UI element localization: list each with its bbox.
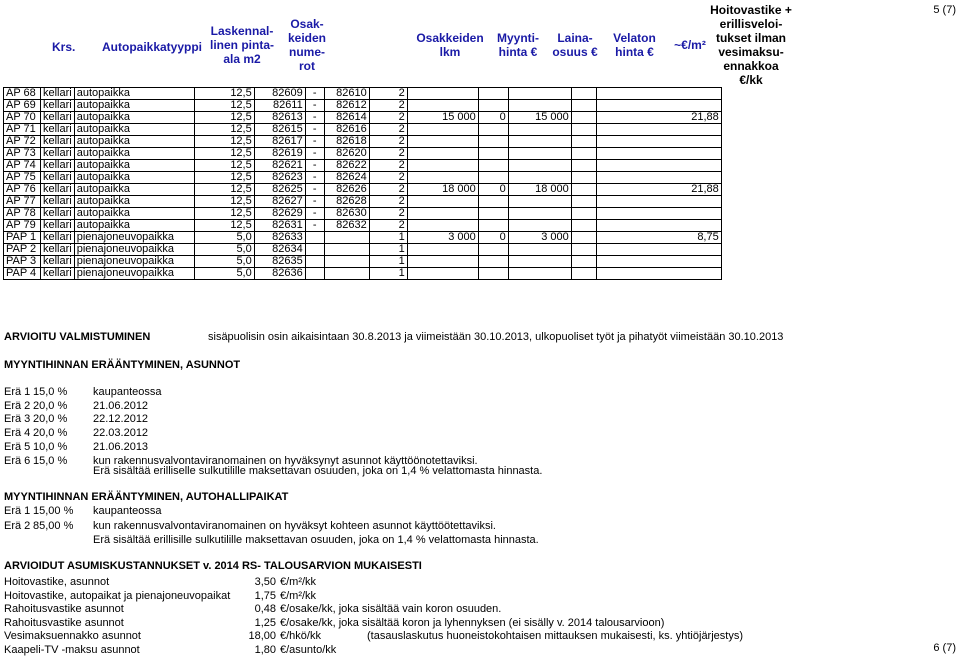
kustannus-unit: €/asunto/kk [280, 643, 337, 656]
cell-o1: 82633 [254, 232, 305, 244]
cell-ala: 12,5 [194, 220, 254, 232]
cell-myynti [407, 172, 478, 184]
era-desc: kaupanteossa [93, 386, 162, 398]
table-row [4, 100, 722, 112]
cell-kerros: kellari [41, 100, 75, 112]
cell-o1: 82613 [254, 112, 305, 124]
cell-lkm: 2 [369, 148, 407, 160]
cell-laina: 0 [478, 184, 508, 196]
cell-krs: AP 68 [4, 88, 41, 100]
cell-dash: - [305, 100, 324, 112]
cell-kerros: kellari [41, 136, 75, 148]
cell-tyyppi: autopaikka [74, 148, 194, 160]
table-row [4, 124, 722, 136]
cell-myynti [407, 124, 478, 136]
cell-tyyppi: pienajoneuvopaikka [74, 232, 194, 244]
cell-lkm: 1 [369, 256, 407, 268]
cell-tyyppi: pienajoneuvopaikka [74, 244, 194, 256]
cell-velaton [508, 208, 571, 220]
cell-per [571, 256, 596, 268]
cell-tyyppi: autopaikka [74, 112, 194, 124]
cell-myynti: 18 000 [407, 184, 478, 196]
cell-ala: 12,5 [194, 196, 254, 208]
era-desc: kaupanteossa [93, 505, 162, 517]
cell-lkm: 2 [369, 196, 407, 208]
cell-per [571, 184, 596, 196]
cell-velaton [508, 172, 571, 184]
era-desc: 22.03.2012 [93, 427, 149, 440]
erat-asunnot-title: MYYNTIHINNAN ERÄÄNTYMINEN, ASUNNOT [4, 359, 241, 371]
era-era: Erä 5 [4, 440, 31, 453]
cell-myynti [407, 208, 478, 220]
cell-myynti: 15 000 [407, 112, 478, 124]
kustannus-unit: €/osake/kk, joka sisältää vain koron osuuden. [280, 603, 502, 615]
erat-autohalli-title: MYYNTIHINNAN ERÄÄNTYMINEN, AUTOHALLIPAIKAT [4, 491, 289, 503]
kustannus-value: 3,50 [254, 576, 276, 588]
cell-o1: 82631 [254, 220, 305, 232]
cell-lkm: 1 [369, 244, 407, 256]
cell-lkm: 2 [369, 100, 407, 112]
kustannus-label: Vesimaksuennakko asunnot [4, 630, 141, 642]
era-era: Erä 1 [4, 505, 31, 517]
cell-ala: 5,0 [194, 268, 254, 280]
kustannukset-title: ARVIOIDUT ASUMISKUSTANNUKSET v. 2014 RS- TALOUSARVION MUKAISESTI [4, 560, 422, 572]
header-autopaikkatyyppi: Autopaikkatyyppi [102, 40, 203, 54]
era-pct: 10,0 % [33, 440, 68, 453]
era-pct: 15,0 % [33, 386, 68, 398]
cell-krs: AP 78 [4, 208, 41, 220]
kustannus-unit: €/m²/kk [280, 576, 317, 588]
cell-dash [305, 244, 324, 256]
cell-o1: 82635 [254, 256, 305, 268]
cell-laina [478, 244, 508, 256]
cell-lkm: 2 [369, 124, 407, 136]
cell-laina [478, 172, 508, 184]
cell-lkm: 2 [369, 88, 407, 100]
cell-o1: 82623 [254, 172, 305, 184]
cell-laina: 0 [478, 112, 508, 124]
cell-velaton [508, 220, 571, 232]
cell-myynti [407, 268, 478, 280]
cell-tyyppi: pienajoneuvopaikka [74, 268, 194, 280]
cell-hoito [596, 244, 721, 256]
cell-hoito [596, 124, 721, 136]
cell-per [571, 208, 596, 220]
erat-autohalli-note: Erä sisältää erillisille sulkutilille maksettavan osuuden, joka on 1,4 % velattomasta hinnasta. [93, 534, 539, 546]
table-row [4, 220, 722, 232]
cell-per [571, 244, 596, 256]
cell-o2: 82632 [324, 220, 369, 232]
cell-o2: 82612 [324, 100, 369, 112]
cell-tyyppi: autopaikka [74, 124, 194, 136]
kustannus-value: 1,80 [254, 643, 276, 656]
cell-myynti [407, 136, 478, 148]
header-per-m2: ~€/m² [674, 38, 706, 52]
table-row [4, 268, 722, 280]
table-row [4, 256, 722, 268]
era-desc: 21.06.2012 [93, 399, 149, 412]
page-number-bottom: 6 (7) [933, 642, 956, 654]
cell-lkm: 2 [369, 220, 407, 232]
cell-dash: - [305, 196, 324, 208]
cell-myynti [407, 244, 478, 256]
kustannus-value: 1,25 [254, 616, 276, 629]
cell-dash: - [305, 208, 324, 220]
cell-krs: AP 76 [4, 184, 41, 196]
cell-tyyppi: autopaikka [74, 220, 194, 232]
cell-ala: 12,5 [194, 160, 254, 172]
cell-hoito [596, 208, 721, 220]
cell-myynti [407, 196, 478, 208]
cell-laina [478, 100, 508, 112]
era-desc: kun rakennusvalvontaviranomainen on hyväksynyt asunnot käyttöönotettaviksi. [93, 454, 478, 467]
cell-kerros: kellari [41, 244, 75, 256]
cell-kerros: kellari [41, 256, 75, 268]
cell-kerros: kellari [41, 112, 75, 124]
cell-hoito [596, 172, 721, 184]
cell-ala: 5,0 [194, 256, 254, 268]
table-row [4, 112, 722, 124]
table-row [4, 136, 722, 148]
kustannus-label: Rahoitusvastike asunnot [4, 603, 124, 615]
cell-o1: 82611 [254, 100, 305, 112]
cell-dash: - [305, 88, 324, 100]
cell-per [571, 172, 596, 184]
cell-per [571, 220, 596, 232]
cell-dash: - [305, 172, 324, 184]
cell-krs: AP 79 [4, 220, 41, 232]
cell-o2: 82616 [324, 124, 369, 136]
cell-velaton: 18 000 [508, 184, 571, 196]
cell-myynti [407, 256, 478, 268]
cell-o2: 82626 [324, 184, 369, 196]
cell-laina: 0 [478, 232, 508, 244]
cell-dash [305, 256, 324, 268]
kustannus-value: 0,48 [254, 603, 276, 615]
cell-hoito [596, 160, 721, 172]
era-pct: 20,0 % [33, 413, 68, 426]
cell-krs: AP 77 [4, 196, 41, 208]
header-myyntihinta: Myynti- hinta € [497, 31, 539, 59]
cell-kerros: kellari [41, 172, 75, 184]
kustannus-unit: €/osake/kk, joka sisältää koron ja lyhennyksen (ei sisälly v. 2014 talousarvioon) [280, 616, 665, 629]
cell-dash [305, 232, 324, 244]
cell-kerros: kellari [41, 208, 75, 220]
cell-o2 [324, 232, 369, 244]
cell-lkm: 2 [369, 172, 407, 184]
cell-myynti [407, 160, 478, 172]
cell-lkm: 1 [369, 268, 407, 280]
kustannus-value: 18,00 [248, 630, 276, 642]
cell-hoito [596, 136, 721, 148]
table-row [4, 160, 722, 172]
cell-krs: PAP 4 [4, 268, 41, 280]
cell-dash: - [305, 112, 324, 124]
cell-o1: 82615 [254, 124, 305, 136]
cell-ala: 12,5 [194, 208, 254, 220]
era-era: Erä 1 [4, 386, 31, 398]
cell-lkm: 2 [369, 160, 407, 172]
cell-ala: 5,0 [194, 232, 254, 244]
cell-dash: - [305, 220, 324, 232]
cell-hoito [596, 256, 721, 268]
cell-hoito [596, 148, 721, 160]
cell-per [571, 268, 596, 280]
cell-o2: 82628 [324, 196, 369, 208]
cell-myynti [407, 220, 478, 232]
cell-velaton [508, 100, 571, 112]
valmistuminen-title: ARVIOITU VALMISTUMINEN [4, 331, 151, 343]
cell-per [571, 112, 596, 124]
era-pct: 15,00 % [33, 505, 74, 517]
cell-hoito [596, 268, 721, 280]
cell-myynti [407, 148, 478, 160]
cell-o2 [324, 268, 369, 280]
cell-hoito [596, 100, 721, 112]
cell-kerros: kellari [41, 124, 75, 136]
cell-tyyppi: autopaikka [74, 160, 194, 172]
cell-laina [478, 160, 508, 172]
era-pct: 15,0 % [33, 454, 68, 467]
cell-o1: 82625 [254, 184, 305, 196]
cell-velaton: 3 000 [508, 232, 571, 244]
cell-o1: 82636 [254, 268, 305, 280]
cell-per [571, 124, 596, 136]
table-row [4, 196, 722, 208]
cell-hoito [596, 196, 721, 208]
cell-laina [478, 208, 508, 220]
kustannus-note: (tasauslaskutus huoneistokohtaisen mittauksen mukaisesti, ks. yhtiöjärjestys) [367, 630, 744, 642]
kustannus-unit: €/hkö/kk [280, 630, 321, 642]
cell-o1: 82634 [254, 244, 305, 256]
cell-lkm: 2 [369, 136, 407, 148]
cell-velaton [508, 256, 571, 268]
cell-tyyppi: autopaikka [74, 136, 194, 148]
cell-per [571, 160, 596, 172]
cell-o2 [324, 256, 369, 268]
kustannus-label: Rahoitusvastike asunnot [4, 616, 124, 629]
cell-ala: 12,5 [194, 100, 254, 112]
cell-tyyppi: pienajoneuvopaikka [74, 256, 194, 268]
cell-o2: 82620 [324, 148, 369, 160]
cell-tyyppi: autopaikka [74, 184, 194, 196]
kustannus-label: Hoitovastike, asunnot [4, 576, 110, 588]
cell-dash: - [305, 184, 324, 196]
cell-dash: - [305, 148, 324, 160]
cell-laina [478, 268, 508, 280]
era-desc: kun rakennusvalvontaviranomainen on hyväksyt kohteen asunnot käyttöötettaviksi. [93, 520, 496, 532]
cell-kerros: kellari [41, 184, 75, 196]
table-row [4, 244, 722, 256]
cell-o2: 82614 [324, 112, 369, 124]
cell-hoito [596, 88, 721, 100]
cell-krs: PAP 1 [4, 232, 41, 244]
cell-dash: - [305, 160, 324, 172]
cell-kerros: kellari [41, 88, 75, 100]
cell-velaton [508, 88, 571, 100]
cell-per [571, 232, 596, 244]
cell-tyyppi: autopaikka [74, 208, 194, 220]
cell-lkm: 1 [369, 232, 407, 244]
cell-ala: 12,5 [194, 112, 254, 124]
cell-krs: AP 75 [4, 172, 41, 184]
cell-tyyppi: autopaikka [74, 196, 194, 208]
cell-velaton [508, 160, 571, 172]
cell-laina [478, 148, 508, 160]
era-era: Erä 6 [4, 454, 31, 467]
era-era: Erä 2 [4, 520, 31, 532]
cell-o2: 82610 [324, 88, 369, 100]
cell-kerros: kellari [41, 148, 75, 160]
cell-laina [478, 136, 508, 148]
era-desc: 22.12.2012 [93, 413, 149, 426]
cell-o2: 82618 [324, 136, 369, 148]
cell-dash: - [305, 124, 324, 136]
cell-per [571, 148, 596, 160]
cell-ala: 12,5 [194, 184, 254, 196]
era-pct: 20,0 % [33, 399, 68, 412]
cell-krs: PAP 2 [4, 244, 41, 256]
cell-velaton [508, 124, 571, 136]
cell-tyyppi: autopaikka [74, 100, 194, 112]
era-pct: 20,0 % [33, 427, 68, 440]
table-row [4, 88, 722, 100]
cell-ala: 12,5 [194, 172, 254, 184]
cell-velaton [508, 148, 571, 160]
cell-ala: 5,0 [194, 244, 254, 256]
cell-velaton [508, 268, 571, 280]
cell-per [571, 88, 596, 100]
cell-per [571, 136, 596, 148]
header-laskennallinen: Laskennal- linen pinta- ala m2 [210, 24, 274, 66]
cell-kerros: kellari [41, 268, 75, 280]
cell-lkm: 2 [369, 184, 407, 196]
cell-o1: 82629 [254, 208, 305, 220]
cell-velaton [508, 136, 571, 148]
cell-lkm: 2 [369, 208, 407, 220]
cell-o1: 82619 [254, 148, 305, 160]
cell-krs: AP 72 [4, 136, 41, 148]
cell-o1: 82609 [254, 88, 305, 100]
cell-krs: AP 70 [4, 112, 41, 124]
valmistuminen-text: sisäpuolisin osin aikaisintaan 30.8.2013 ja viimeistään 30.10.2013, ulkopuoliset työt ja pihatyöt viimeistään 30.10.2013 [208, 331, 784, 343]
cell-krs: AP 73 [4, 148, 41, 160]
cell-ala: 12,5 [194, 148, 254, 160]
era-pct: 85,00 % [33, 520, 74, 532]
cell-ala: 12,5 [194, 136, 254, 148]
cell-krs: PAP 3 [4, 256, 41, 268]
cell-laina [478, 88, 508, 100]
cell-laina [478, 124, 508, 136]
kustannus-label: Kaapeli-TV -maksu asunnot [4, 643, 140, 656]
cell-dash: - [305, 136, 324, 148]
cell-hoito: 21,88 [596, 112, 721, 124]
cell-myynti [407, 100, 478, 112]
header-velaton: Velaton hinta € [613, 31, 656, 59]
cell-velaton [508, 196, 571, 208]
page-number-top: 5 (7) [933, 4, 956, 16]
cell-tyyppi: autopaikka [74, 88, 194, 100]
cell-laina [478, 196, 508, 208]
cell-dash [305, 268, 324, 280]
parking-table [3, 87, 722, 280]
cell-hoito: 21,88 [596, 184, 721, 196]
table-row [4, 232, 722, 244]
header-hoitovastike: Hoitovastike + erillisveloi- tukset ilman vesimaksu- ennakkoa €/kk [710, 3, 792, 87]
era-era: Erä 2 [4, 399, 31, 412]
cell-per [571, 196, 596, 208]
cell-ala: 12,5 [194, 124, 254, 136]
kustannus-unit: €/m²/kk [280, 589, 317, 602]
cell-kerros: kellari [41, 160, 75, 172]
cell-o1: 82617 [254, 136, 305, 148]
cell-myynti: 3 000 [407, 232, 478, 244]
cell-o2: 82622 [324, 160, 369, 172]
cell-krs: AP 71 [4, 124, 41, 136]
cell-hoito [596, 220, 721, 232]
cell-krs: AP 69 [4, 100, 41, 112]
cell-hoito: 8,75 [596, 232, 721, 244]
header-osakkeiden-lkm: Osakkeiden lkm [416, 31, 484, 59]
erat-asunnot-note: Erä sisältää erilliselle sulkutilille maksettavan osuuden, joka on 1,4 % velattomasta hinnasta. [93, 465, 543, 477]
cell-krs: AP 74 [4, 160, 41, 172]
cell-laina [478, 256, 508, 268]
era-era: Erä 4 [4, 427, 31, 440]
cell-o2: 82624 [324, 172, 369, 184]
header-lainaosuus: Laina- osuus € [552, 31, 598, 59]
era-era: Erä 3 [4, 413, 31, 426]
kustannus-value: 1,75 [254, 589, 276, 602]
header-osakkeiden-numerot: Osak- keiden nume- rot [287, 17, 326, 73]
cell-ala: 12,5 [194, 88, 254, 100]
table-row [4, 208, 722, 220]
table-row [4, 184, 722, 196]
table-row [4, 148, 722, 160]
cell-laina [478, 220, 508, 232]
cell-myynti [407, 88, 478, 100]
cell-velaton: 15 000 [508, 112, 571, 124]
cell-o2 [324, 244, 369, 256]
cell-o2: 82630 [324, 208, 369, 220]
cell-lkm: 2 [369, 112, 407, 124]
table-row [4, 172, 722, 184]
cell-per [571, 100, 596, 112]
cell-kerros: kellari [41, 196, 75, 208]
cell-tyyppi: autopaikka [74, 172, 194, 184]
cell-kerros: kellari [41, 220, 75, 232]
cell-o1: 82621 [254, 160, 305, 172]
era-desc: 21.06.2013 [93, 440, 149, 453]
cell-o1: 82627 [254, 196, 305, 208]
header-krs: Krs. [52, 40, 76, 54]
kustannus-label: Hoitovastike, autopaikat ja pienajoneuvopaikat [4, 589, 231, 602]
cell-velaton [508, 244, 571, 256]
cell-kerros: kellari [41, 232, 75, 244]
